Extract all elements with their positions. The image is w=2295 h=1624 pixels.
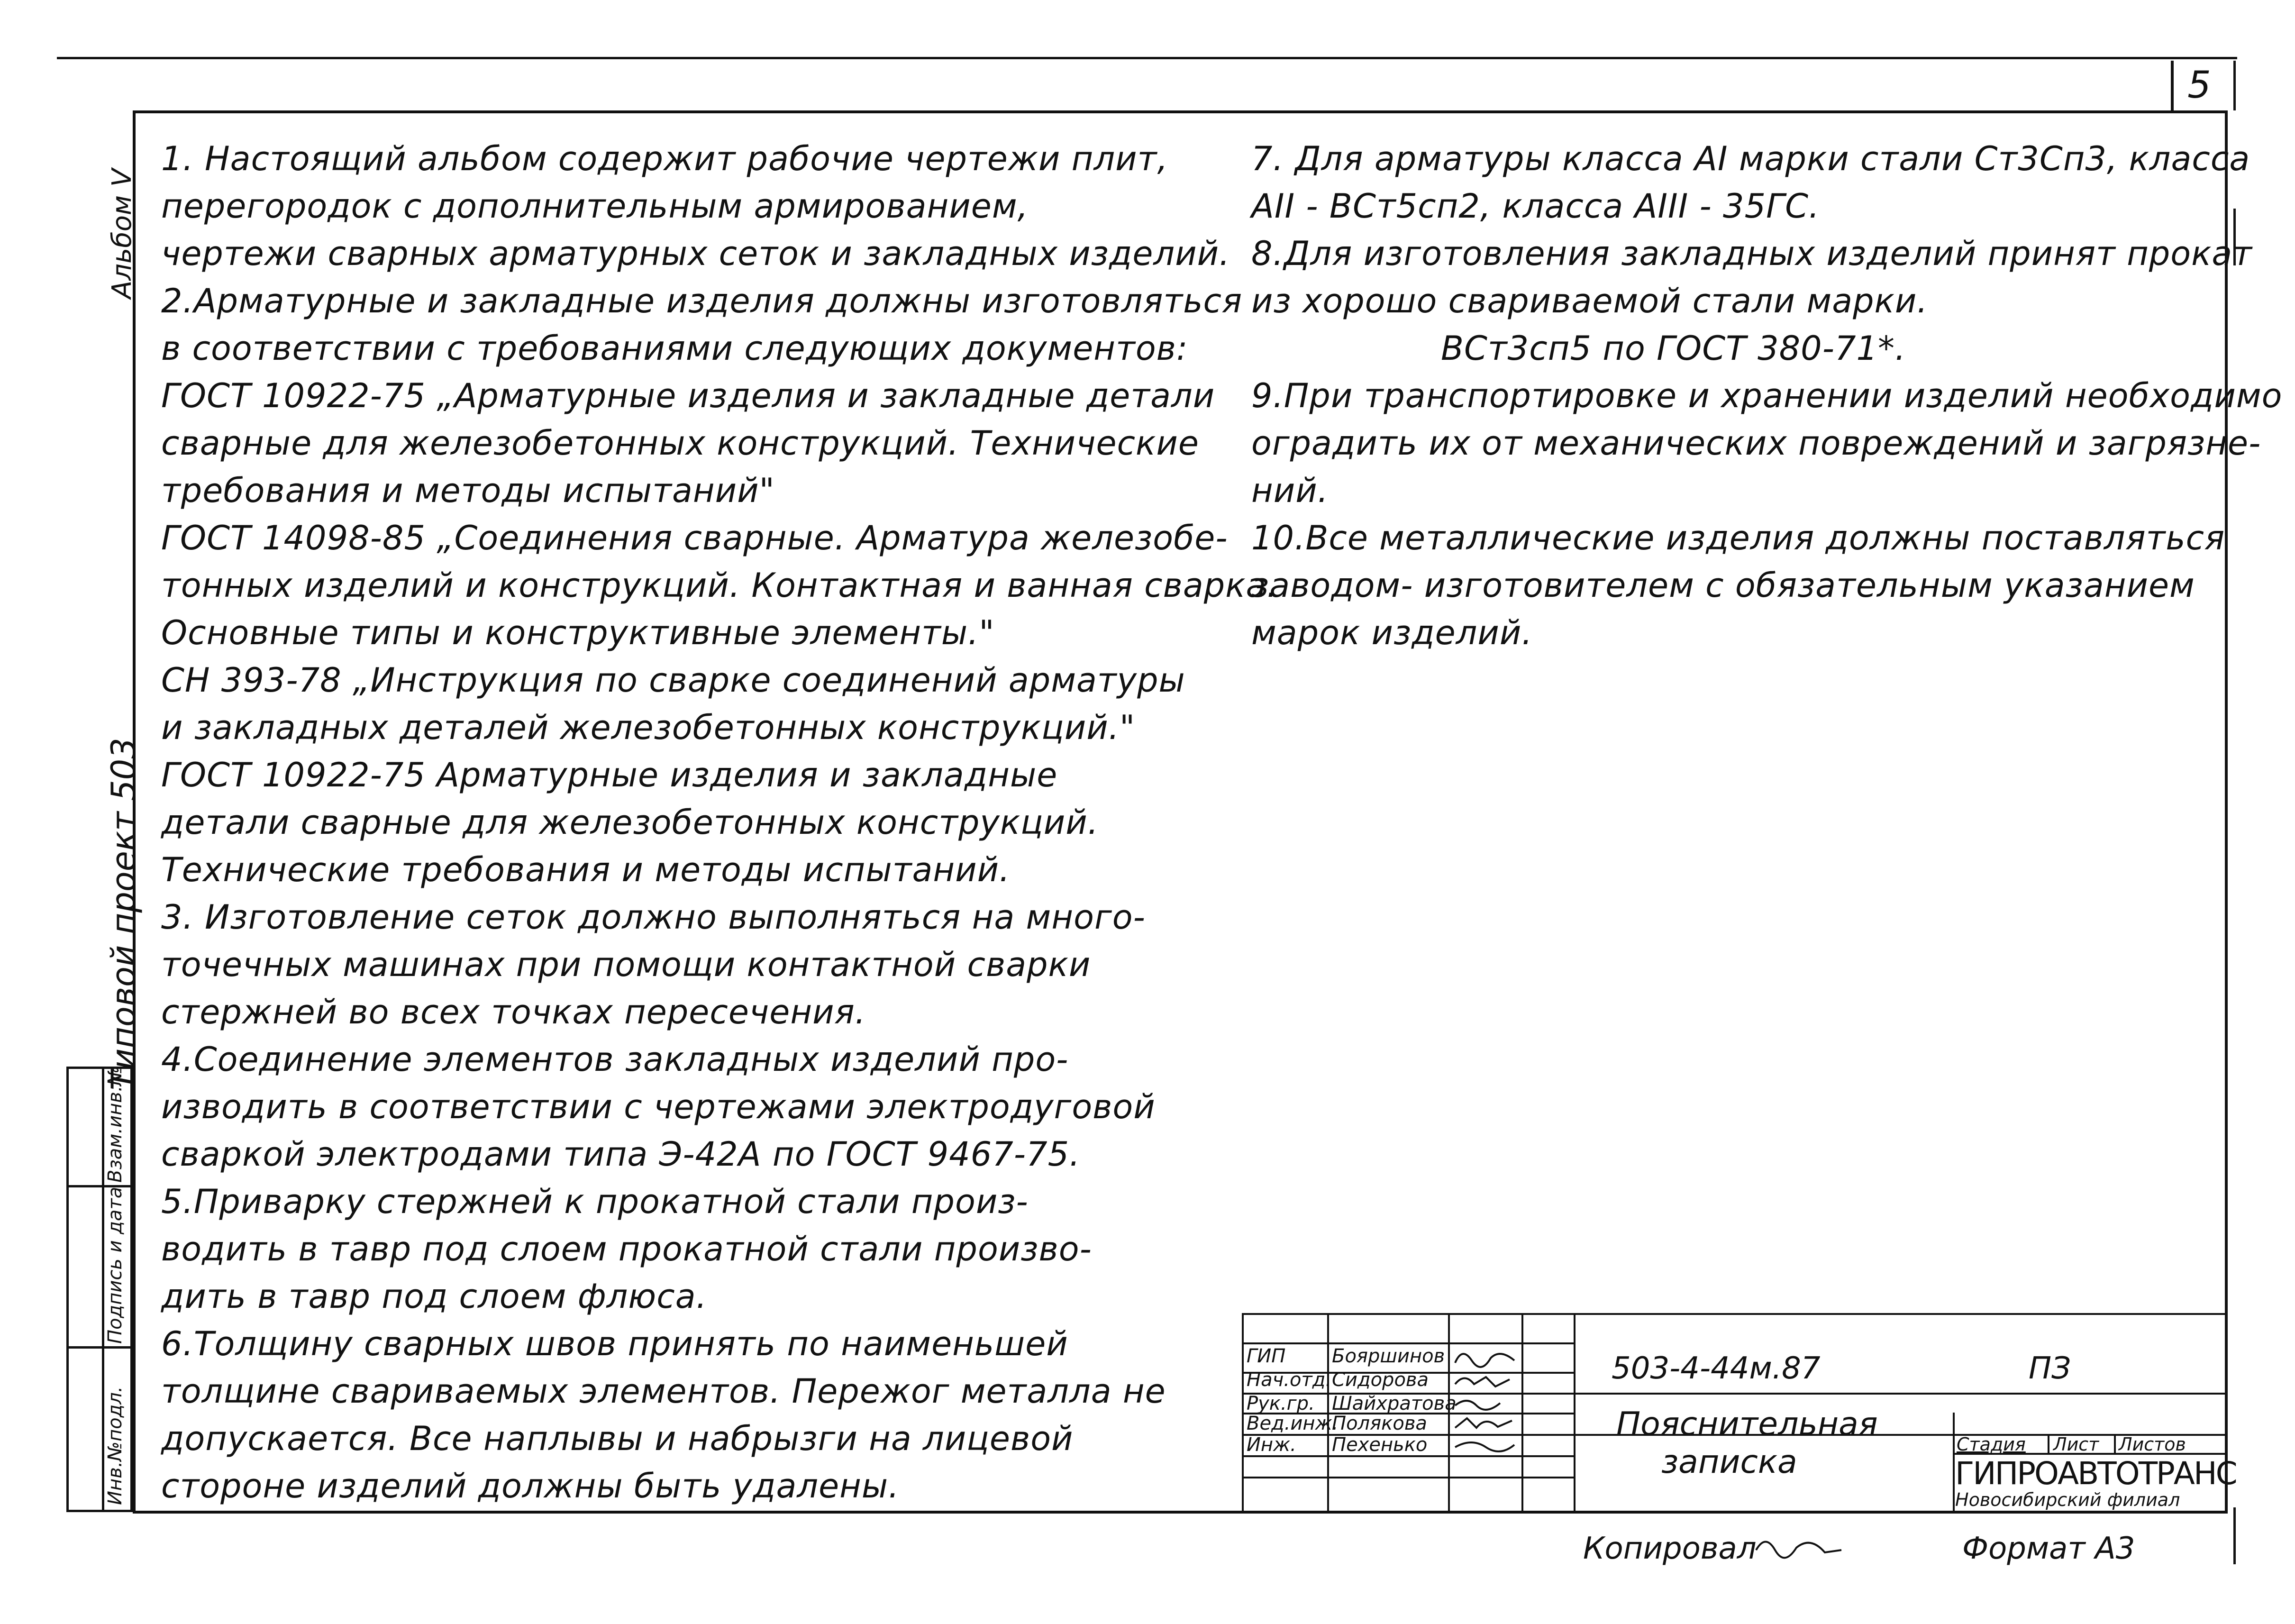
notes-left-line: водить в тавр под слоем прокатной стали произво- [161,1230,1092,1268]
col-sheets: Листов [2119,1434,2186,1455]
top-border-line [57,57,2237,59]
notes-left-line: Технические требования и методы испытаний. [161,850,1011,889]
notes-right-line: ВСт3сп5 по ГОСТ 380-71*. [1441,329,1906,368]
notes-right-line: марок изделий. [1251,613,1533,652]
notes-right-line: АII - ВСт5сп2, класса АIII - 35ГС. [1251,187,1820,226]
notes-left-line: изводить в соответствии с чертежами электродуговой [161,1087,1156,1126]
col-sheet: Лист [2053,1434,2099,1455]
notes-left-line: допускается. Все наплывы и набрызги на лицевой [161,1419,1074,1458]
notes-left-line: СН 393-78 „Инструкция по сварке соединений арматуры [161,661,1185,700]
notes-left-line: точечных машинах при помощи контактной сварки [161,945,1091,984]
name-1: Бояршинов [1332,1345,1445,1367]
stamp-label-inv-orig: Инв.№подл. [104,1386,126,1505]
notes-left-line: стержней во всех точках пересечения. [161,993,866,1031]
notes-left-line: требования и методы испытаний" [161,471,775,510]
notes-right-line: 8.Для изготовления закладных изделий принят прокат [1251,234,2253,273]
role-lead-eng: Вед.инж. [1247,1413,1339,1434]
doc-title-line2: записка [1661,1443,1797,1481]
notes-left-line: чертежи сварных арматурных сеток и закладных изделий. [161,234,1230,273]
notes-right-line: 10.Все металлические изделия должны поставляться [1251,519,2225,557]
stamp-label-sign-date: Подпись и дата [104,1186,126,1344]
notes-left-line: 6.Толщину сварных швов принять по наименьшей [161,1324,1068,1363]
col-stage: Стадия [1957,1434,2026,1455]
notes-left-line: сваркой электродами типа Э-42А по ГОСТ 9467-75. [161,1135,1081,1174]
right-edge-mark [2233,1507,2236,1564]
doc-title-line1: Пояснительная [1616,1405,1878,1443]
notes-right-line: 9.При транспортировке и хранении изделий необходимо [1251,376,2283,415]
notes-left-line: ГОСТ 10922-75 „Арматурные изделия и закладные детали [161,376,1215,415]
name-5: Пехенько [1332,1434,1428,1456]
signature-4 [1453,1414,1519,1433]
album-label: Альбом V [107,168,137,299]
notes-left-line: тонных изделий и конструкций. Контактная и ванная сварка. [161,566,1278,605]
notes-right-line: заводом- изготовителем с обязательным указанием [1251,566,2195,605]
title-block [1242,1313,2236,1514]
notes-left-line: перегородок с дополнительным армированием, [161,187,1029,226]
notes-right-line: 7. Для арматуры класса АI марки стали Ст3Сп3, класса [1251,139,2250,178]
notes-left-line: стороне изделий должны быть удалены. [161,1467,900,1505]
notes-left-column [161,135,1278,1510]
side-stamp [66,1067,133,1512]
notes-left-line: и закладных деталей железобетонных конструкций." [161,708,1136,747]
signature-3 [1453,1394,1519,1413]
notes-left-line: дить в тавр под слоем флюса. [161,1277,707,1316]
format-label: Формат А3 [1962,1531,2135,1566]
notes-left-line: ГОСТ 14098-85 „Соединения сварные. Арматура железобе- [161,519,1228,557]
role-engineer: Инж. [1247,1434,1296,1456]
page-number: 5 [2187,64,2211,107]
notes-left-line: 4.Соединение элементов закладных изделий про- [161,1040,1069,1079]
notes-left-line: 3. Изготовление сеток должно выполняться на много- [161,898,1146,937]
signature-1 [1453,1344,1519,1372]
org-name: ГИПРОАВТОТРАНС [1955,1455,2236,1492]
signature-2 [1453,1370,1519,1394]
role-group-lead: Рук.гр. [1247,1393,1315,1414]
notes-left-line: 2.Арматурные и закладные изделия должны изготовляться [161,282,1243,320]
right-edge-mark [2233,61,2236,110]
org-branch: Новосибирский филиал [1955,1489,2180,1510]
notes-right-line: оградить их от механических повреждений и загрязне- [1251,424,2261,463]
notes-left-line: толщине свариваемых элементов. Пережог металла не [161,1372,1166,1411]
notes-left-line: 1. Настоящий альбом содержит рабочие чертежи плит, [161,139,1168,178]
notes-right-line: из хорошо свариваемой стали марки. [1251,282,1928,320]
notes-right-line: ний. [1251,471,1329,510]
role-head-dept: Нач.отд. [1247,1369,1332,1391]
notes-left-line: в соответствии с требованиями следующих документов: [161,329,1188,368]
notes-left-line: ГОСТ 10922-75 Арматурные изделия и закладные [161,756,1058,794]
signature-5 [1453,1435,1519,1455]
name-2: Сидорова [1332,1369,1429,1391]
notes-left-line: детали сварные для железобетонных конструкций. [161,803,1099,842]
notes-left-line: 5.Приварку стержней к прокатной стали произ- [161,1182,1029,1221]
copied-label: Копировал [1583,1531,1757,1566]
doc-code: ПЗ [2029,1351,2071,1386]
project-label: Типовой проект 503 [104,738,143,1090]
notes-right-column [1251,135,2282,657]
stamp-label-replace-inv: Взам.инв.№ [104,1066,126,1183]
notes-left-line: сварные для железобетонных конструкций. Технические [161,424,1199,463]
copied-signature [1754,1531,1844,1564]
name-4: Полякова [1332,1413,1427,1434]
notes-left-line: Основные типы и конструктивные элементы." [161,613,995,652]
name-3: Шайхратова [1332,1393,1457,1414]
role-gip: ГИП [1247,1345,1286,1367]
designation: 503-4-44м.87 [1612,1351,1821,1386]
